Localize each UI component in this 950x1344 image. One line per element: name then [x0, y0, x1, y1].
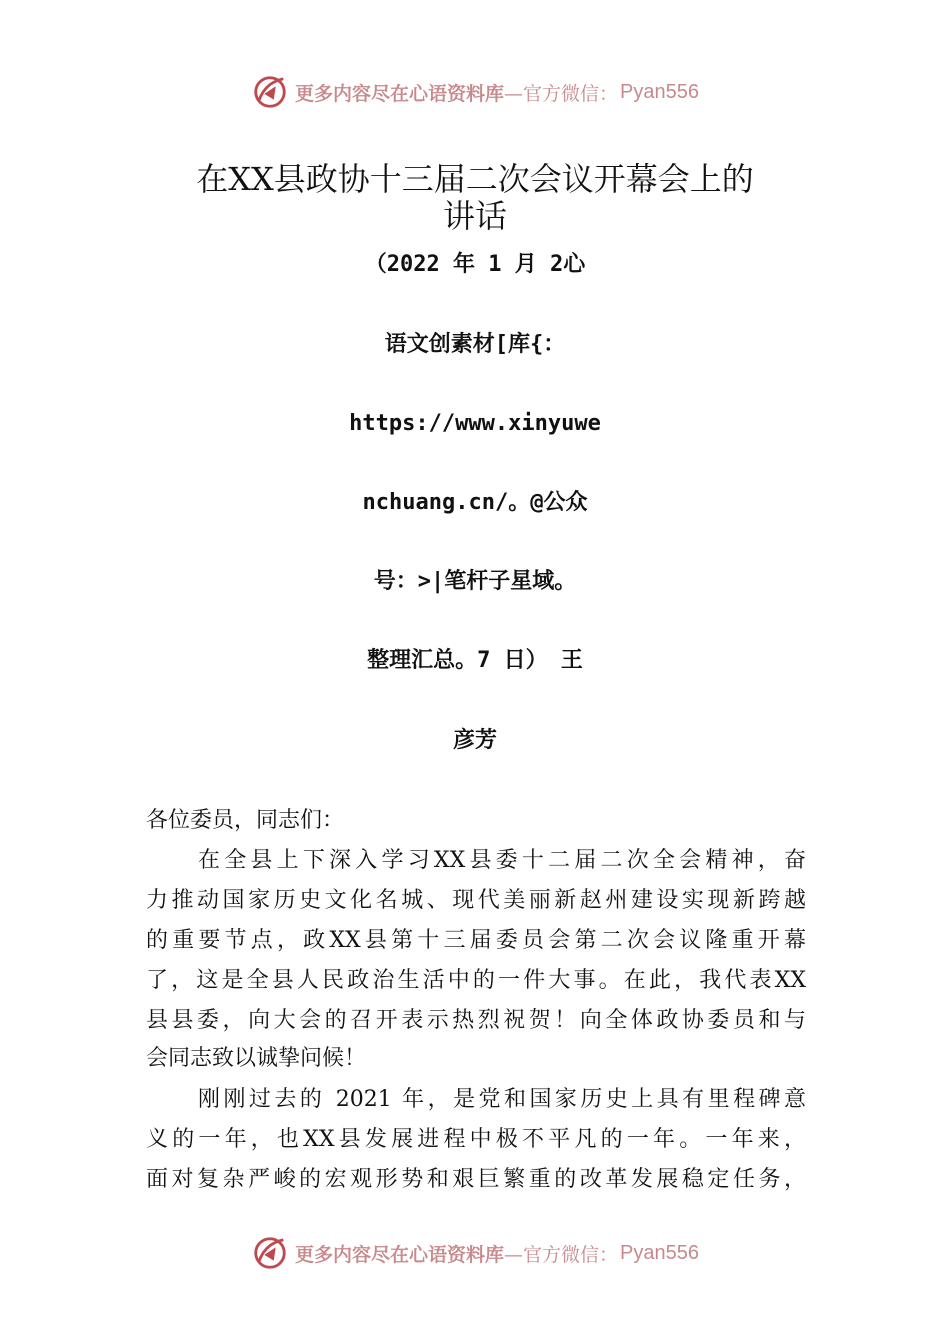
watermark-promo-text: 更多内容尽在心语资料库 — [295, 82, 505, 105]
paragraph-1-line: 力推动国家历史文化名城、现代美丽新赵州建设实现新跨越 — [146, 888, 806, 913]
meta-line-url-part2: nchuang.cn/。@公众 — [362, 490, 588, 515]
meta-line-url-part1: https://www.xinyuwe — [349, 411, 601, 436]
paragraph-1-line: 会同志致以诚挚问候！ — [146, 1046, 367, 1071]
salutation: 各位委员，同志们： — [146, 808, 345, 833]
paragraph-2-line: 义的一年，也XX县发展进程中极不平凡的一年。一年来， — [146, 1127, 806, 1152]
watermark-wechat-handle: Pyan556 — [620, 1241, 699, 1264]
paragraph-1-line: 的重要节点，政XX县第十三届委员会第二次会议隆重开幕 — [146, 928, 806, 953]
watermark-promo-text: 更多内容尽在心语资料库 — [295, 1243, 505, 1266]
meta-line-account: 号：>|笔杆子星域。 — [373, 569, 577, 594]
paragraph-2-line: 刚刚过去的 2021 年，是党和国家历史上具有里程碑意 — [198, 1087, 806, 1112]
paragraph-1-line: 县县委，向大会的召开表示热烈祝贺！向全体政协委员和与 — [146, 1008, 806, 1033]
meta-line-date: （2022 年 1 月 2心 — [364, 252, 586, 277]
logo-icon — [251, 73, 289, 111]
paragraph-1-line: 了，这是全县人民政治生活中的一件大事。在此，我代表XX — [146, 968, 806, 993]
watermark-contact-label: —官方微信： — [504, 82, 619, 105]
document-title-line-1: 在XX县政协十三届二次会议开幕会上的 — [196, 160, 754, 198]
document-title-line-2: 讲话 — [442, 197, 507, 235]
paragraph-1-line: 在全县上下深入学习XX县委十二届二次全会精神，奋 — [198, 848, 806, 873]
meta-line-author: 彦芳 — [452, 728, 497, 753]
paragraph-2-line: 面对复杂严峻的宏观形势和艰巨繁重的改革发展稳定任务， — [146, 1167, 806, 1192]
header-watermark-banner — [0, 70, 950, 114]
meta-line-compiled: 整理汇总。7 日） 王 — [367, 648, 583, 673]
footer-watermark-banner — [0, 1231, 950, 1275]
watermark-contact-label: —官方微信： — [504, 1243, 619, 1266]
watermark-wechat-handle: Pyan556 — [620, 80, 699, 103]
logo-icon — [251, 1234, 289, 1272]
meta-line-source: 语文创素材[库{： — [384, 332, 566, 357]
